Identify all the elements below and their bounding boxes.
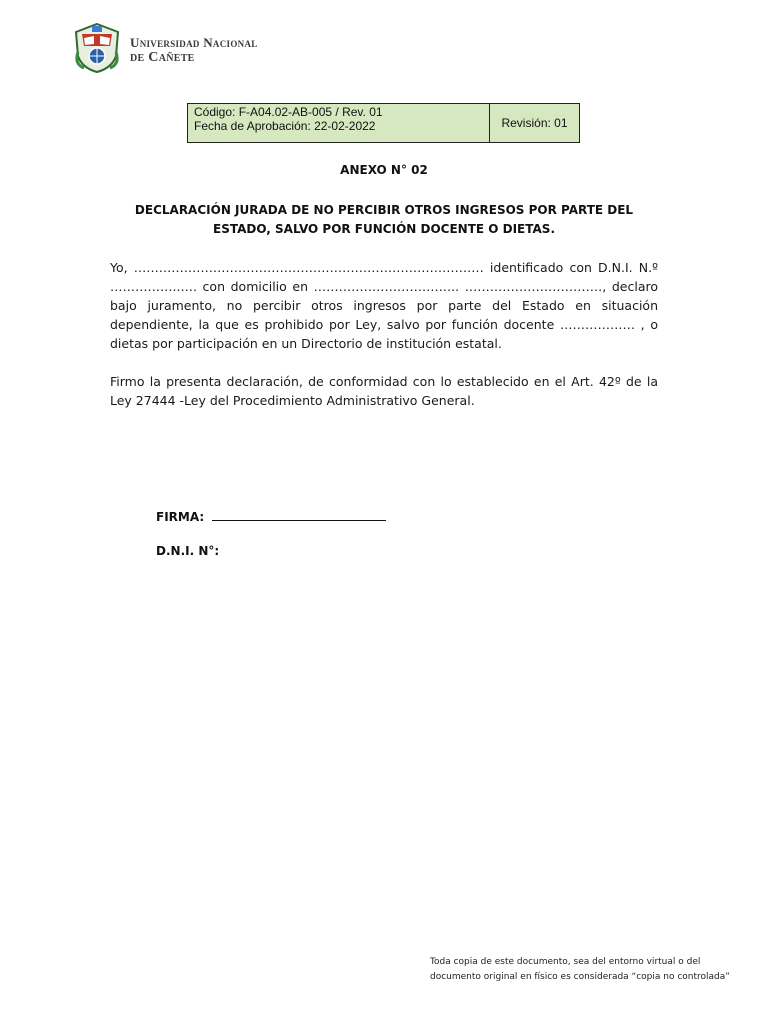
document-code: Código: F-A04.02-AB-005 / Rev. 01 xyxy=(194,105,383,119)
signature-field xyxy=(156,508,386,524)
footer-note: Toda copia de este documento, sea del entorno virtual o del documento original en físico es considerada “copia no controlada” xyxy=(430,957,730,982)
declaration-paragraph: Yo, ………………………………………………………………………… identificado con D.N.I. N.º ……………..…. con domicilio en …………………………….. ……………………………, declaro bajo juramento, no percibir otros ingresos por parte del Estado en situación dependiente, la que es prohibido por Ley, salvo por función docente ……………… , o dietas por participación en un Directorio de institución estatal. xyxy=(110,260,658,351)
legal-basis-paragraph: Firmo la presenta declaración, de conformidad con lo establecido en el Art. 42º de la Ley 27444 -Ley del Procedimiento Administrativo General. xyxy=(110,374,658,408)
university-name-line1: Universidad Nacional xyxy=(130,35,258,50)
signature-line xyxy=(212,508,386,521)
university-crest-icon xyxy=(72,22,122,74)
university-name xyxy=(130,35,258,65)
revision-label: Revisión: 01 xyxy=(501,116,568,130)
declaration-title xyxy=(120,201,648,239)
code-box-right-cell xyxy=(490,104,579,142)
signature-label: FIRMA: xyxy=(156,510,205,524)
approval-date: Fecha de Aprobación: 22-02-2022 xyxy=(194,119,376,133)
code-box-left-cell xyxy=(188,104,490,142)
declaration-title-line2: ESTADO, SALVO POR FUNCIÓN DOCENTE O DIETAS. xyxy=(213,222,555,236)
document-code-box xyxy=(187,103,580,143)
annex-title: ANEXO N° 02 xyxy=(340,163,428,177)
dni-field xyxy=(156,544,219,558)
declaration-title-line1: DECLARACIÓN JURADA DE NO PERCIBIR OTROS INGRESOS POR PARTE DEL xyxy=(134,203,634,217)
dni-label: D.N.I. N°: xyxy=(156,544,220,558)
declaration-body xyxy=(110,258,658,429)
university-name-line2: de Cañete xyxy=(130,50,195,65)
